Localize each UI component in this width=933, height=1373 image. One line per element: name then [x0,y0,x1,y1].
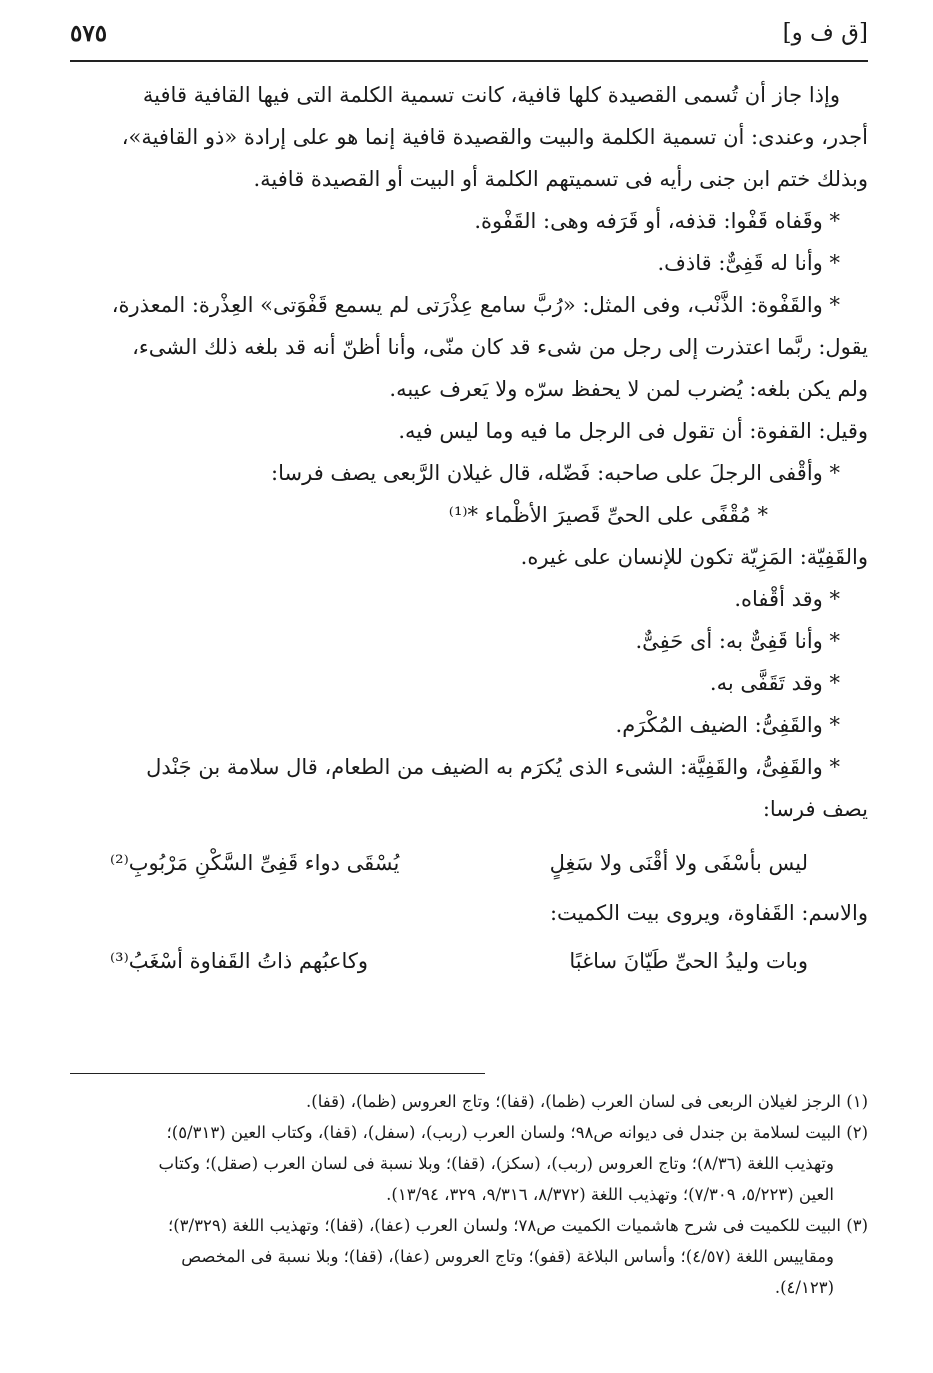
body-line: يقول: ربَّما اعتذرت إلى رجل من شىء قد كان منّى، وأنا أظنّ أنه قد بلغه ذلك الشىء، [132,335,868,359]
verse-second-hemistich: وكاعبُهم ذاتُ القَفاوة أسْغَبُ⁽³⁾ [110,949,368,973]
body-line: ولم يكن بلغه: يُضرب لمن لا يحفظ سرّه ولا يَعرف عيبه. [389,377,868,401]
body-line: * وقد أقْفاه. [734,587,840,611]
footnote-line: (٤/١٢٣). [774,1278,834,1297]
body-line: * والقَفِىُّ، والقَفِيَّة: الشىء الذى يُكرَم به الضيف من الطعام، قال سلامة بن جَنْدل [146,755,840,779]
footnote-line: (١) الرجز لغيلان الربعى فى لسان العرب (ظما)، (قفا)؛ وتاج العروس (ظما)، (قفا). [306,1092,868,1111]
footnote-rule [70,1073,485,1074]
verse-second-hemistich: يُسْقَى دواء قَفِىِّ السَّكْنِ مَرْبُوبِ⁽²⁾ [110,851,400,875]
footnote-line: (٢) البيت لسلامة بن جندل فى ديوانه ص٩٨؛ ولسان العرب (ربب)، (سفل)، (قفا)، وكتاب العين (٥/٣١٣)؛ [166,1123,868,1142]
body-line: وقيل: القفوة: أن تقول فى الرجل ما فيه وما ليس فيه. [398,419,868,443]
footnote-line: وتهذيب اللغة (٨/٣٦)؛ وتاج العروس (ربب)، (سكز)، (قفا)؛ وبلا نسبة فى لسان العرب (صقل)؛ وكتاب [158,1154,834,1173]
body-line: * والقَفِىُّ: الضيف المُكْرَم. [615,713,840,737]
page-header [70,18,868,60]
body-line: * وأنا له قَفِىٌّ: قاذف. [657,251,840,275]
dictionary-page [70,18,868,1318]
body-line: والقَفِيّة: المَزِيّة تكون للإنسان على غيره. [520,545,868,569]
body-line: يصف فرسا: [762,797,868,821]
header-rule [70,60,868,62]
verse-first-hemistich: ليس بأسْفَى ولا أقْنَى ولا سَغِلٍ [549,851,808,875]
footnote-line: (٣) البيت للكميت فى شرح هاشميات الكميت ص٧٨؛ ولسان العرب (عفا)، (قفا)؛ وتهذيب اللغة (٣/٣٢٩)؛ [167,1216,868,1235]
body-line: * وأقْفى الرجلَ على صاحبه: فَضّله، قال غيلان الرَّبعى يصف فرسا: [271,461,840,485]
body-line: * وقد تَقَفَّى به. [709,671,840,695]
body-line: وإذا جاز أن تُسمى القصيدة كلها قافية، كانت تسمية الكلمة التى فيها القافية قافية [142,83,840,107]
root-letters: [ق ف و] [782,20,868,46]
body-line: * وقَفاه قَفْوا: قذفه، أو قَرَفه وهى: القَفْوة. [474,209,840,233]
body-line: أجدر، وعندى: أن تسمية الكلمة والبيت والقصيدة قافية إنما هو على إرادة «ذو القافية»، [121,125,868,149]
body-line: وبذلك ختم ابن جنى رأيه فى تسميتهم الكلمة أو البيت أو القصيدة قافية. [253,167,868,191]
footnote-line: العين (٥/٢٢٣، ٧/٣٠٩)؛ وتهذيب اللغة (٨/٣٧٢، ٩/٣١٦، ٣٢٩، ١٣/٩٤). [386,1185,834,1204]
verse-couplet [70,836,868,892]
rajaz-verse: * مُقْفًى على الحىِّ قَصيرَ الأظْماء *⁽¹⁾ [448,503,768,527]
verse-couplet [70,934,868,988]
footnotes [70,1086,868,1303]
footnote-line: ومقاييس اللغة (٤/٥٧)؛ وأساس البلاغة (قفو)؛ وتاج العروس (عفا)، (قفا)؛ وبلا نسبة فى المخصص [181,1247,834,1266]
body-line: والاسم: القَفاوة، ويروى بيت الكميت: [549,901,868,925]
verse-first-hemistich: وبات وليدُ الحىِّ طَيّانَ ساغبًا [569,949,808,973]
page-number: ٥٧٥ [70,20,108,47]
entry-body [70,74,868,988]
body-line: * والقَفْوة: الذَّنْب، وفى المثل: «رُبَّ سامع عِذْرَتى لم يسمع قَفْوَتى» العِذْرة: المعذرة، [111,293,840,317]
body-line: * وأنا قَفِىٌّ به: أى حَفِىٌّ. [635,629,840,653]
